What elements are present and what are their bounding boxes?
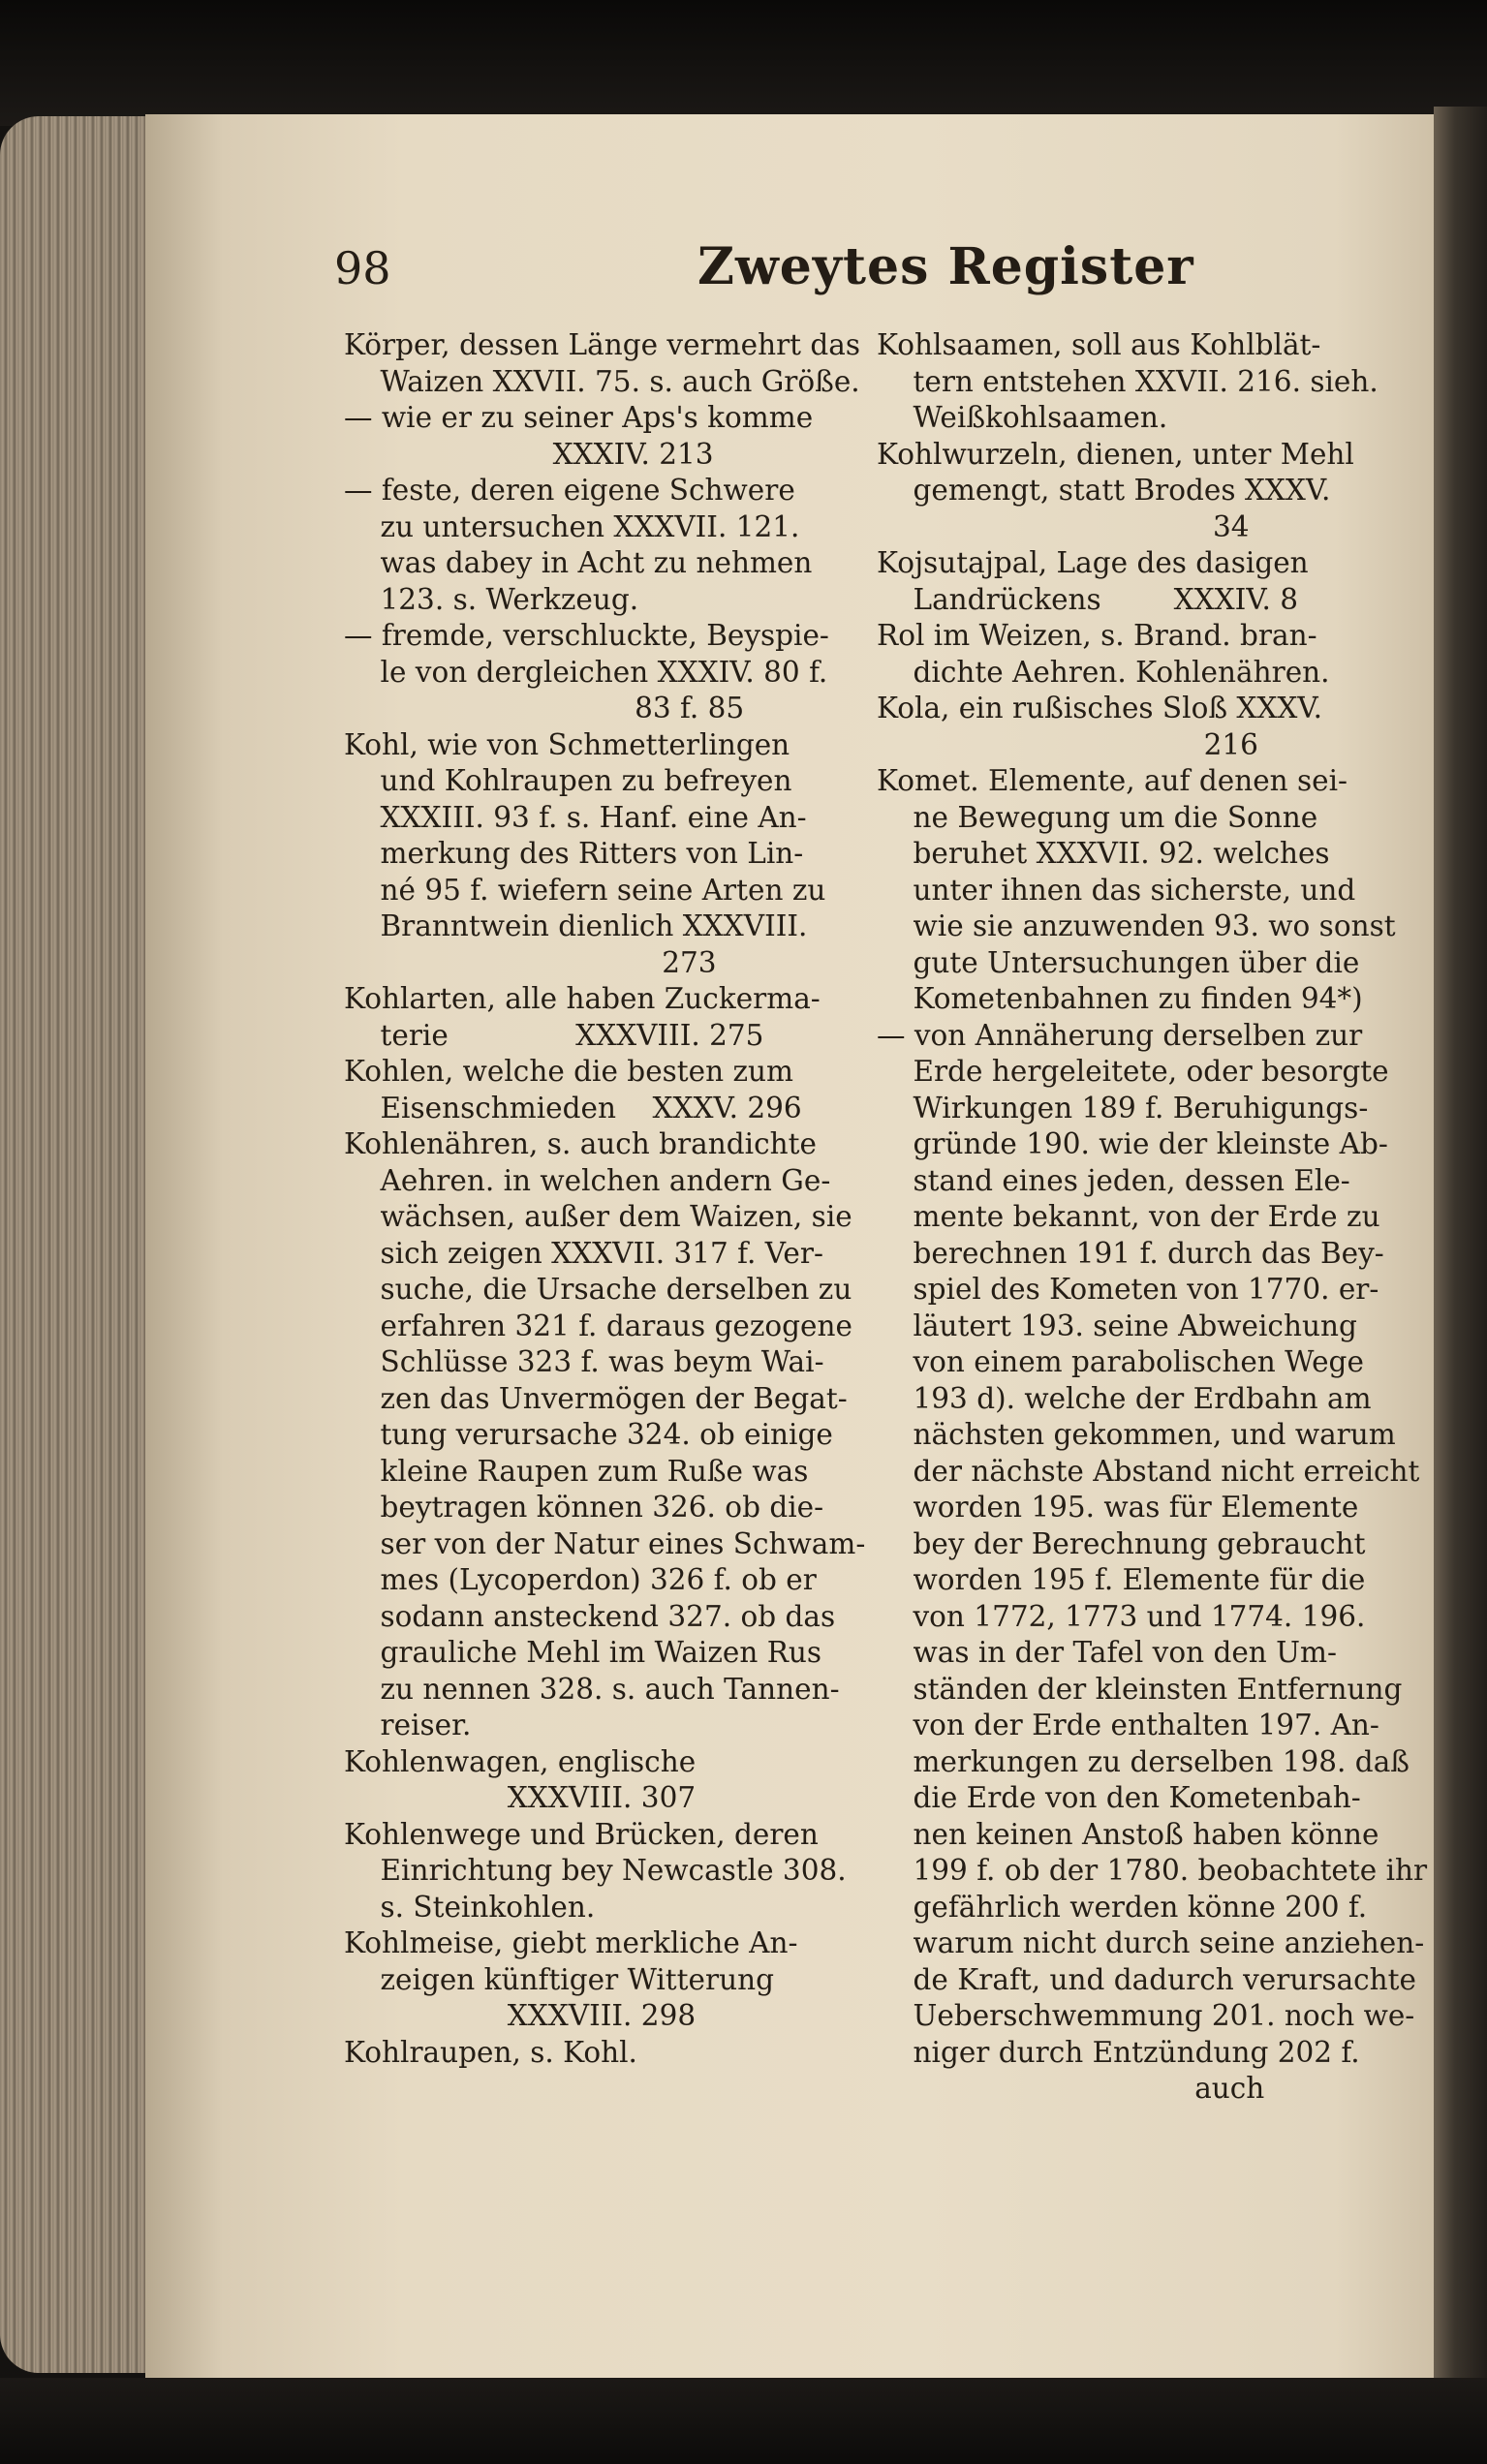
index-line: gute Untersuchungen über die xyxy=(877,945,1360,979)
index-line: der nächste Abstand nicht erreicht xyxy=(877,1454,1420,1488)
index-line: Aehren. in welchen andern Ge- xyxy=(344,1163,831,1197)
index-line: suche, die Ursache derselben zu xyxy=(344,1273,852,1306)
index-line: XXXIII. 93 f. s. Hanf. eine An- xyxy=(344,800,807,834)
index-line: le von dergleichen XXXIV. 80 f. xyxy=(344,655,828,689)
index-line: tern entstehen XXVII. 216. sieh. xyxy=(877,364,1379,398)
index-line: grauliche Mehl im Waizen Rus xyxy=(344,1636,822,1669)
index-line: zen das Unvermögen der Begat- xyxy=(344,1381,848,1415)
index-line: und Kohlraupen zu befreyen xyxy=(344,764,792,797)
index-line: dichte Aehren. Kohlenähren. xyxy=(877,655,1330,689)
index-line: was dabey in Acht zu nehmen xyxy=(344,546,813,579)
index-line: Kohlenwagen, englische xyxy=(344,1744,697,1778)
index-line: Kohlarten, alle haben Zuckerma- xyxy=(344,982,821,1015)
index-line: spiel des Kometen von 1770. er- xyxy=(877,1273,1379,1306)
index-line: Kohlsaamen, soll aus Kohlblät- xyxy=(877,328,1321,361)
index-line: Kohl, wie von Schmetterlingen xyxy=(344,727,790,761)
index-line: Branntwein dienlich XXXVIII. xyxy=(344,909,808,942)
index-line: berechnen 191 f. durch das Bey- xyxy=(877,1236,1384,1270)
index-line: mente bekannt, von der Erde zu xyxy=(877,1200,1380,1233)
index-line: beruhet XXXVII. 92. welches xyxy=(877,837,1330,870)
index-line: nächsten gekommen, und warum xyxy=(877,1418,1396,1451)
index-line: 123. s. Werkzeug. xyxy=(344,582,639,616)
right-column xyxy=(877,327,1428,2108)
index-line: XXXVIII. 298 xyxy=(344,1999,697,2032)
index-line: Kola, ein rußisches Sloß XXXV. xyxy=(877,692,1322,724)
index-line: XXXVIII. 307 xyxy=(344,1781,697,1814)
index-line: Kometenbahnen zu finden 94*) xyxy=(877,982,1363,1015)
index-line: wie sie anzuwenden 93. wo sonst xyxy=(877,909,1396,942)
index-line: merkung des Ritters von Lin- xyxy=(344,837,804,870)
index-line: — feste, deren eigene Schwere xyxy=(344,474,795,507)
index-line: Weißkohlsaamen. xyxy=(877,401,1168,434)
index-line: 34 xyxy=(877,509,1250,543)
index-line: 216 xyxy=(877,727,1258,761)
index-line: worden 195 f. Elemente für die xyxy=(877,1563,1366,1596)
index-line: bey der Berechnung gebraucht xyxy=(877,1526,1366,1560)
index-line: wächsen, außer dem Waizen, sie xyxy=(344,1200,852,1233)
index-line: de Kraft, und dadurch verursachte xyxy=(877,1962,1416,1996)
index-line: nen keinen Anstoß haben könne xyxy=(877,1817,1379,1851)
book-right-edge xyxy=(1434,107,1487,2383)
index-line: ne Bewegung um die Sonne xyxy=(877,800,1318,834)
index-line: Kojsutajpal, Lage des dasigen xyxy=(877,546,1309,579)
index-line: né 95 f. wiefern seine Arten zu xyxy=(344,873,826,907)
index-line: 273 xyxy=(344,945,717,979)
index-line: von der Erde enthalten 197. An- xyxy=(877,1709,1379,1741)
index-line: Wirkungen 189 f. Beruhigungs- xyxy=(877,1091,1369,1124)
index-line: zeigen künftiger Witterung xyxy=(344,1962,774,1996)
index-line: — fremde, verschluckte, Beyspie- xyxy=(344,619,829,652)
index-line: Einrichtung bey Newcastle 308. xyxy=(344,1854,847,1887)
index-line: unter ihnen das sicherste, und xyxy=(877,873,1356,907)
index-line: die Erde von den Kometenbah- xyxy=(877,1781,1361,1814)
index-line: reiser. xyxy=(344,1709,472,1741)
index-line: terie XXXVIII. 275 xyxy=(344,1018,764,1052)
book-page-edges xyxy=(0,116,165,2373)
index-line: Kohlmeise, giebt merkliche An- xyxy=(344,1926,798,1959)
index-line: beytragen können 326. ob die- xyxy=(344,1491,824,1524)
index-line: sich zeigen XXXVII. 317 f. Ver- xyxy=(344,1236,823,1270)
running-head: Zweytes Register xyxy=(697,237,1194,296)
index-line: ständen der kleinsten Entfernung xyxy=(877,1672,1403,1706)
index-line: Landrückens XXXIV. 8 xyxy=(877,582,1299,616)
index-line: Eisenschmieden XXXV. 296 xyxy=(344,1091,802,1124)
index-line: Kohlen, welche die besten zum xyxy=(344,1055,793,1088)
index-line: tung verursache 324. ob einige xyxy=(344,1418,833,1451)
index-line: Kohlenähren, s. auch brandichte xyxy=(344,1127,817,1160)
index-line: gefährlich werden könne 200 f. xyxy=(877,1890,1368,1924)
index-line: niger durch Entzündung 202 f. xyxy=(877,2035,1360,2069)
left-column xyxy=(344,327,872,2071)
index-line: merkungen zu derselben 198. daß xyxy=(877,1744,1410,1778)
page-number: 98 xyxy=(334,242,391,294)
index-line: erfahren 321 f. daraus gezogene xyxy=(344,1309,852,1342)
index-line: Kohlraupen, s. Kohl. xyxy=(344,2035,637,2069)
index-line: was in der Tafel von den Um- xyxy=(877,1636,1337,1669)
index-line: von 1772, 1773 und 1774. 196. xyxy=(877,1599,1366,1633)
index-line: gründe 190. wie der kleinste Ab- xyxy=(877,1127,1388,1160)
index-line: kleine Raupen zum Ruße was xyxy=(344,1454,809,1488)
index-line: zu nennen 328. s. auch Tannen- xyxy=(344,1672,840,1706)
index-line: Kohlwurzeln, dienen, unter Mehl xyxy=(877,437,1354,471)
index-line: 83 f. 85 xyxy=(344,692,745,724)
index-line: Ueberschwemmung 201. noch we- xyxy=(877,1999,1415,2032)
background-bottom xyxy=(0,2378,1487,2464)
index-line: Komet. Elemente, auf denen sei- xyxy=(877,764,1348,797)
index-line: Körper, dessen Länge vermehrt das xyxy=(344,328,861,361)
index-line: auch xyxy=(877,2072,1265,2105)
index-line: 193 d). welche der Erdbahn am xyxy=(877,1381,1372,1415)
index-line: 199 f. ob der 1780. beobachtete ihr xyxy=(877,1854,1428,1887)
index-line: XXXIV. 213 xyxy=(344,437,714,471)
index-line: stand eines jeden, dessen Ele- xyxy=(877,1163,1350,1197)
index-line: sodann ansteckend 327. ob das xyxy=(344,1599,836,1633)
index-line: ser von der Natur eines Schwam- xyxy=(344,1526,866,1560)
index-line: s. Steinkohlen. xyxy=(344,1890,596,1924)
index-line: von einem parabolischen Wege xyxy=(877,1345,1364,1378)
index-line: Kohlenwege und Brücken, deren xyxy=(344,1817,819,1851)
index-line: Erde hergeleitete, oder besorgte xyxy=(877,1055,1389,1088)
index-line: läutert 193. seine Abweichung xyxy=(877,1309,1357,1342)
index-line: Schlüsse 323 f. was beym Wai- xyxy=(344,1345,824,1378)
index-line: worden 195. was für Elemente xyxy=(877,1491,1359,1524)
index-line: — von Annäherung derselben zur xyxy=(877,1018,1363,1052)
index-line: Rol im Weizen, s. Brand. bran- xyxy=(877,619,1317,652)
background-top xyxy=(0,0,1487,126)
index-line: zu untersuchen XXXVII. 121. xyxy=(344,509,800,543)
index-line: warum nicht durch seine anziehen- xyxy=(877,1926,1425,1959)
index-line: mes (Lycoperdon) 326 f. ob er xyxy=(344,1563,817,1596)
index-line: Waizen XXVII. 75. s. auch Größe. xyxy=(344,364,860,398)
index-line: — wie er zu seiner Aps's komme xyxy=(344,401,814,434)
index-line: gemengt, statt Brodes XXXV. xyxy=(877,474,1331,507)
